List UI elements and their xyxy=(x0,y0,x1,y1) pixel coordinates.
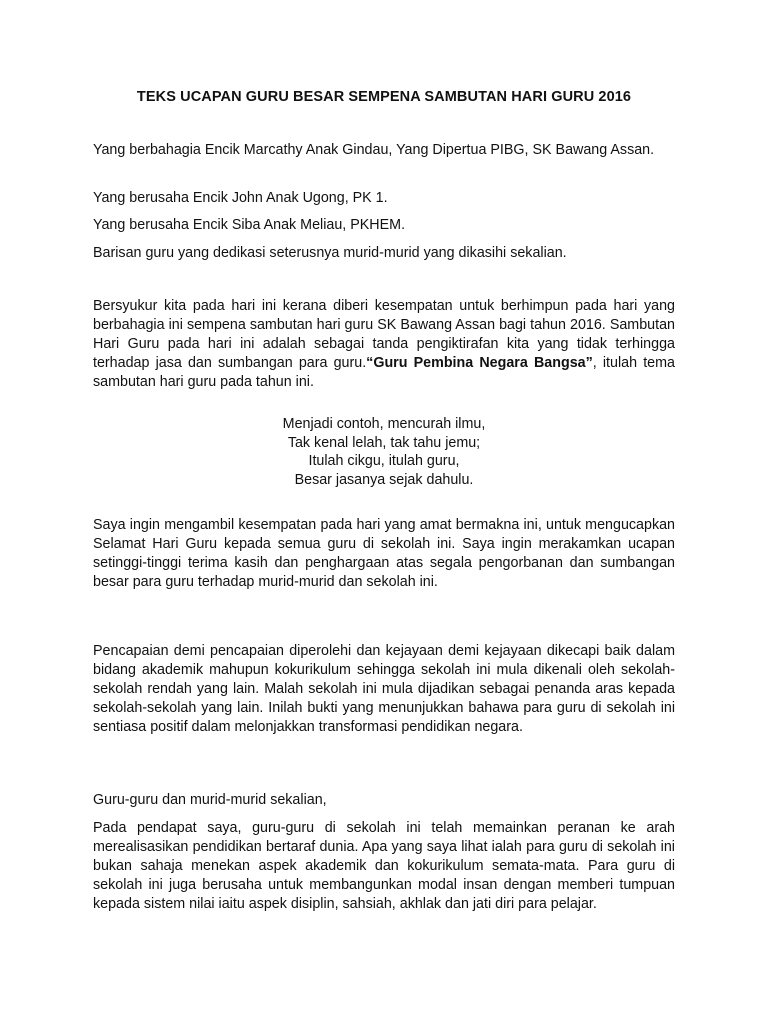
poem-line: Itulah cikgu, itulah guru, xyxy=(308,453,460,470)
paragraph-intro-text: Bersyukur kita pada hari ini kerana diberi kesempatan untuk berhimpun pada hari yang berbahagia ini sempena sambutan hari guru SK Bawang Assan bagi tahun 2016. Sambutan Hari Guru pada hari ini adalah sebagai tanda pengiktirafan kita yang tidak terhingga terhadap jasa dan sumbangan para guru. xyxy=(93,298,675,371)
salutation-4: Barisan guru yang dedikasi seterusnya murid-murid yang dikasihi sekalian. xyxy=(93,245,567,261)
paragraph-intro xyxy=(93,297,675,392)
poem xyxy=(93,415,675,490)
theme-text: “Guru Pembina Negara Bangsa” xyxy=(366,355,593,371)
poem-line: Menjadi contoh, mencurah ilmu, xyxy=(282,416,486,432)
paragraph-achievements: Pencapaian demi pencapaian diperolehi dan kejayaan demi kejayaan dikecapi baik dalam bidang akademik mahupun kokurikulum sehingga sekolah ini mula dikenali oleh sekolah-sekolah rendah yang lain. Malah sekolah ini mula dijadikan sebagai penanda aras kepada sekolah-sekolah yang lain. Inilah bukti yang menunjukkan bahawa para guru di sekolah ini sentiasa positif dalam melonjakkan transformasi pendidikan negara. xyxy=(93,643,675,735)
document-page xyxy=(93,0,675,1024)
paragraph-greeting: Saya ingin mengambil kesempatan pada hari yang amat bermakna ini, untuk mengucapkan Selamat Hari Guru kepada semua guru di sekolah ini. Saya ingin merakamkan ucapan setinggi-tinggi terima kasih dan penghargaan atas segala pengorbanan dan sumbangan besar para guru terhadap murid-murid dan sekolah ini. xyxy=(93,517,675,590)
paragraph-role: Pada pendapat saya, guru-guru di sekolah ini telah memainkan peranan ke arah merealisasikan pendidikan bertaraf dunia. Apa yang saya lihat ialah para guru di sekolah ini bukan sahaja menekan aspek akademik dan kokurikulum semata-mata. Para guru di sekolah ini juga berusaha untuk membangunkan modal insan dengan memberi tumpuan kepada sistem nilai iaitu aspek disiplin, sahsiah, akhlak dan jati diri para pelajar. xyxy=(93,820,675,912)
salutation-2: Yang berusaha Encik John Anak Ugong, PK 1. xyxy=(93,190,388,206)
address-line: Guru-guru dan murid-murid sekalian, xyxy=(93,792,327,808)
paragraph-intro-text-after: , itulah tema sambutan hari guru pada tahun ini. xyxy=(93,355,675,390)
poem-line: Besar jasanya sejak dahulu. xyxy=(294,472,474,489)
salutation-3: Yang berusaha Encik Siba Anak Meliau, PKHEM. xyxy=(93,217,406,233)
poem-line: Tak kenal lelah, tak tahu jemu; xyxy=(287,434,481,451)
salutation-1: Yang berbahagia Encik Marcathy Anak Gindau, Yang Dipertua PIBG, SK Bawang Assan. xyxy=(93,142,655,158)
document-title: TEKS UCAPAN GURU BESAR SEMPENA SAMBUTAN HARI GURU 2016 xyxy=(136,89,632,105)
